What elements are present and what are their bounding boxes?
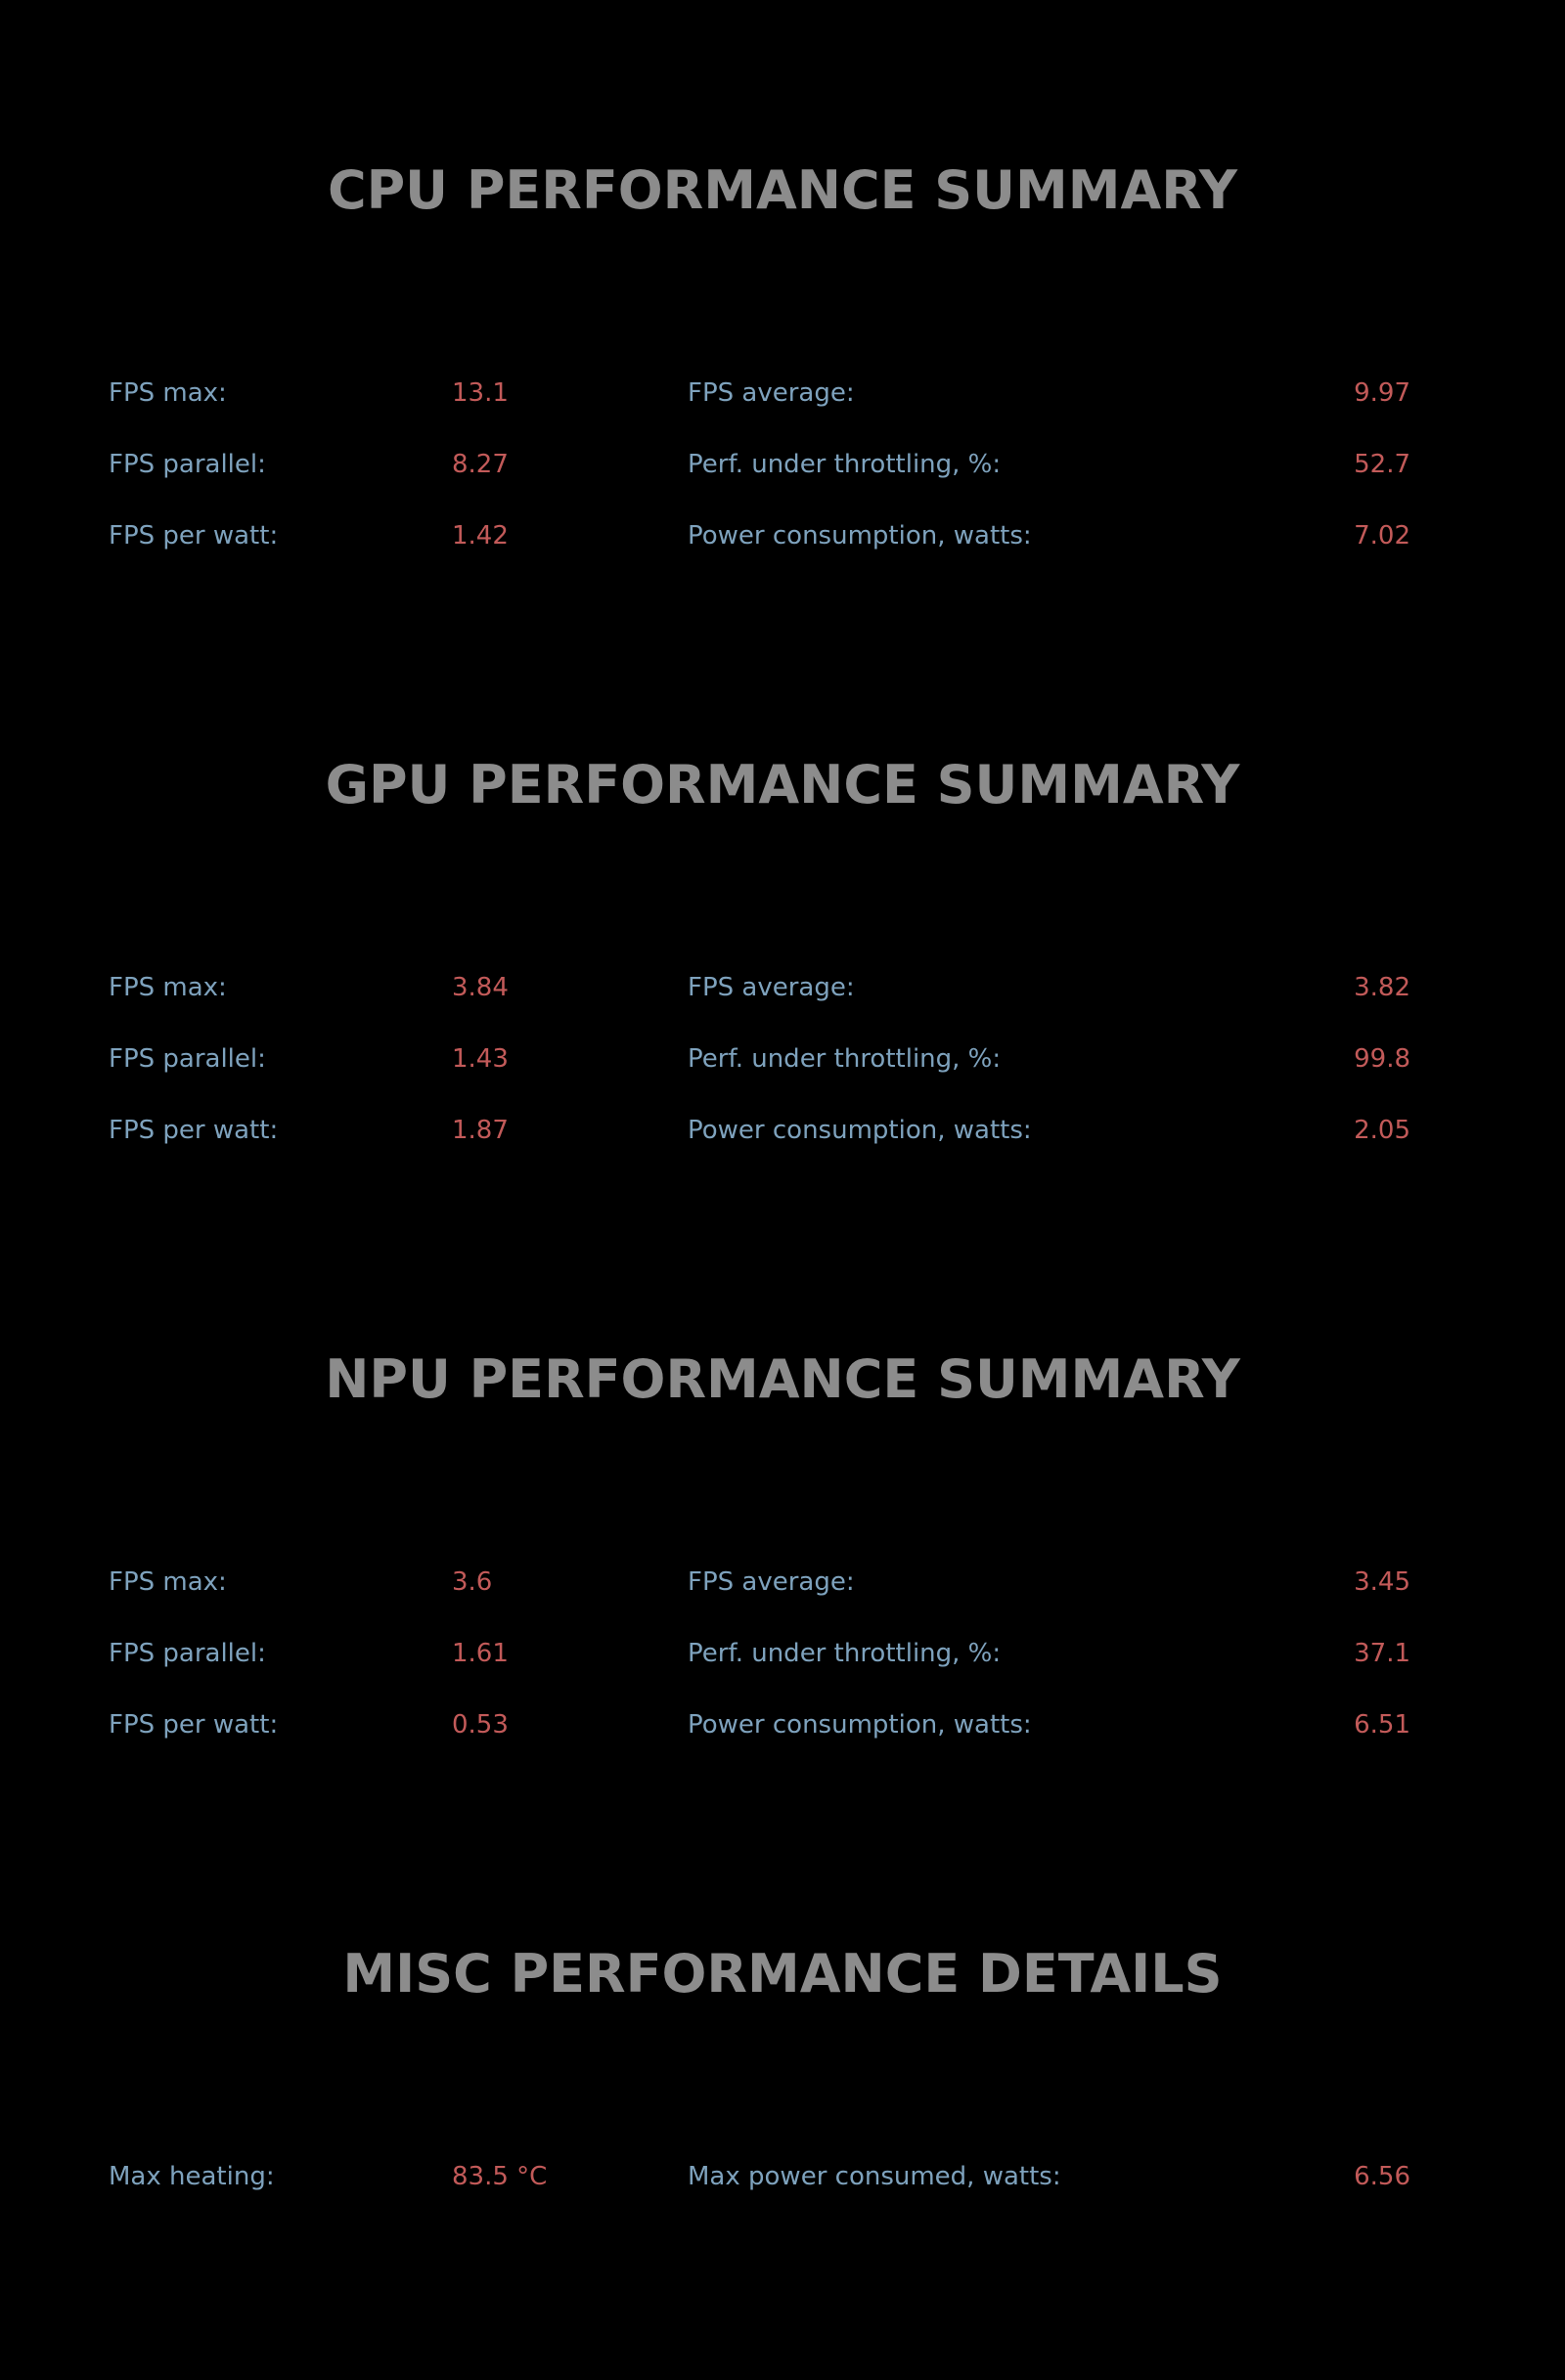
fps-parallel-label: FPS parallel: [109,1639,266,1668]
fps-max-value: 13.1 [452,378,509,408]
fps-average-value: 9.97 [1354,378,1410,408]
fps-per-watt-value: 0.53 [452,1710,509,1740]
fps-per-watt-value: 1.87 [452,1116,509,1145]
fps-per-watt-label: FPS per watt: [109,1116,279,1145]
fps-per-watt-value: 1.42 [452,521,509,551]
max-heating-value: 83.5 °C [452,2162,548,2191]
fps-max-value: 3.84 [452,973,509,1002]
throttling-label: Perf. under throttling, %: [688,1044,1002,1074]
fps-parallel-label: FPS parallel: [109,1044,266,1074]
metric-row [0,374,1565,413]
power-consumption-label: Power consumption, watts: [688,1710,1032,1740]
power-consumption-value: 7.02 [1354,521,1410,551]
power-consumption-value: 2.05 [1354,1116,1410,1145]
throttling-label: Perf. under throttling, %: [688,1639,1002,1668]
gpu-section-title: GPU PERFORMANCE SUMMARY [325,754,1240,815]
fps-max-value: 3.6 [452,1567,493,1597]
fps-average-value: 3.82 [1354,973,1410,1002]
fps-average-value: 3.45 [1354,1567,1410,1597]
fps-max-label: FPS max: [109,378,227,408]
max-power-consumed-label: Max power consumed, watts: [688,2162,1061,2191]
fps-max-label: FPS max: [109,1567,227,1597]
metric-row [0,516,1565,555]
power-consumption-label: Power consumption, watts: [688,1116,1032,1145]
fps-average-label: FPS average: [688,378,855,408]
throttling-value: 37.1 [1354,1639,1410,1668]
fps-max-label: FPS max: [109,973,227,1002]
fps-parallel-value: 8.27 [452,450,509,479]
throttling-value: 52.7 [1354,450,1410,479]
throttling-value: 99.8 [1354,1044,1410,1074]
fps-parallel-value: 1.43 [452,1044,509,1074]
metric-row [0,968,1565,1007]
max-power-consumed-value: 6.56 [1354,2162,1410,2191]
cpu-section-title: CPU PERFORMANCE SUMMARY [327,159,1238,221]
npu-section-title: NPU PERFORMANCE SUMMARY [325,1348,1240,1410]
fps-average-label: FPS average: [688,1567,855,1597]
metric-row [0,1705,1565,1744]
fps-average-label: FPS average: [688,973,855,1002]
metric-row [0,1634,1565,1673]
fps-per-watt-label: FPS per watt: [109,521,279,551]
metric-row [0,2157,1565,2196]
misc-section-title: MISC PERFORMANCE DETAILS [342,1943,1223,2005]
metric-row [0,1111,1565,1150]
power-consumption-value: 6.51 [1354,1710,1410,1740]
metric-row [0,1563,1565,1602]
metric-row [0,445,1565,484]
fps-per-watt-label: FPS per watt: [109,1710,279,1740]
metric-row [0,1039,1565,1079]
throttling-label: Perf. under throttling, %: [688,450,1002,479]
power-consumption-label: Power consumption, watts: [688,521,1032,551]
fps-parallel-value: 1.61 [452,1639,509,1668]
fps-parallel-label: FPS parallel: [109,450,266,479]
max-heating-label: Max heating: [109,2162,275,2191]
